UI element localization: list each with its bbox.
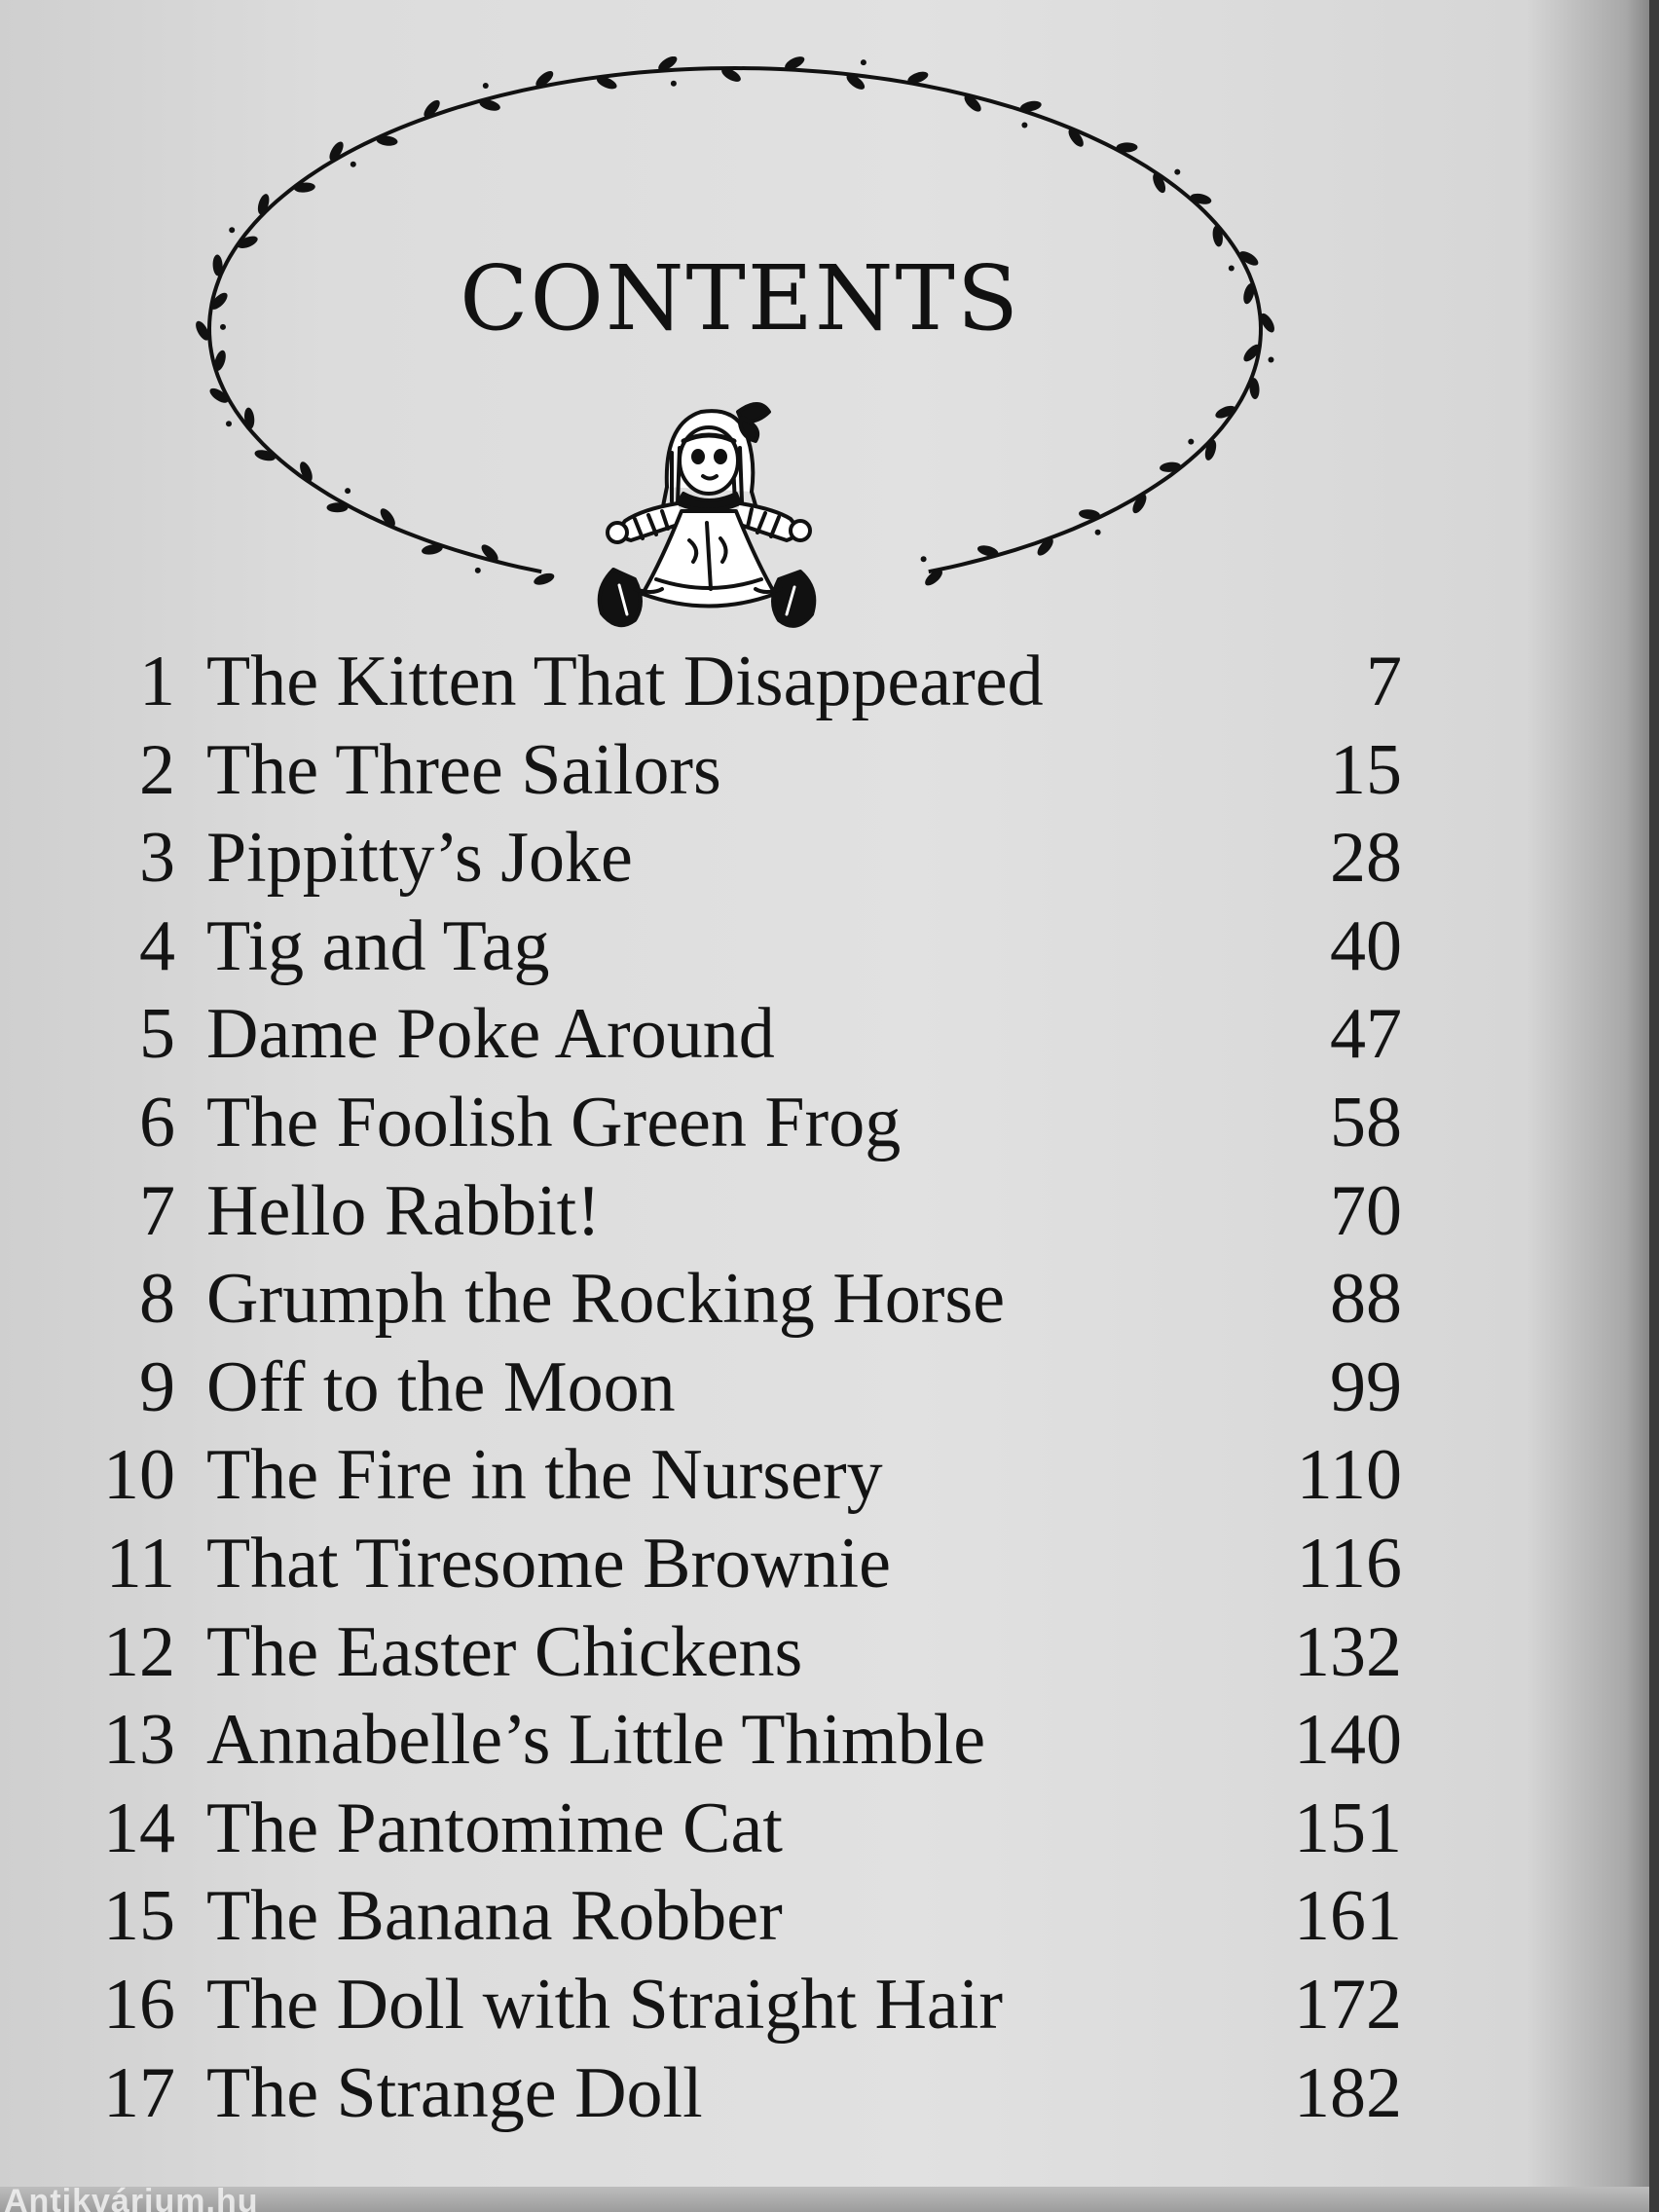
- entry-page-number: 110: [1296, 1435, 1402, 1516]
- entry-number: 10: [103, 1435, 175, 1516]
- page-bottom-edge: [0, 2187, 1659, 2212]
- entry-number: 12: [103, 1611, 175, 1692]
- entry-title: The Kitten That Disappeared: [206, 642, 1044, 721]
- entry-number: 16: [103, 1965, 175, 2045]
- entry-page-number: 182: [1294, 2052, 1402, 2133]
- entry-page-number: 116: [1296, 1524, 1402, 1604]
- entry-number: 2: [139, 729, 175, 810]
- entry-number: 17: [103, 2052, 175, 2133]
- entry-title: Tig and Tag: [206, 905, 550, 986]
- entry-number: 7: [139, 1170, 175, 1251]
- contents-entry: [0, 1436, 1402, 1514]
- contents-entry: [0, 1084, 1402, 1161]
- entry-page-number: 40: [1330, 905, 1402, 986]
- contents-entry: [0, 731, 1402, 809]
- entry-page-number: 58: [1330, 1083, 1402, 1162]
- entry-page-number: 15: [1330, 729, 1402, 810]
- entry-page-number: 151: [1294, 1788, 1402, 1868]
- entry-page-number: 28: [1330, 818, 1402, 899]
- contents-entry: [0, 1525, 1402, 1603]
- entry-number: 14: [103, 1788, 175, 1868]
- contents-entry: [0, 1613, 1402, 1691]
- entry-number: 8: [139, 1259, 175, 1340]
- contents-heading: CONTENTS: [460, 246, 1020, 350]
- contents-entry: [0, 907, 1402, 985]
- contents-entry: [0, 1789, 1402, 1867]
- entry-page-number: 47: [1330, 994, 1402, 1075]
- entry-number: 9: [139, 1346, 175, 1427]
- entry-number: 6: [139, 1083, 175, 1162]
- contents-entry: [0, 1260, 1402, 1338]
- entry-number: 1: [139, 642, 175, 721]
- contents-entry: [0, 995, 1402, 1073]
- entry-number: 15: [103, 1876, 175, 1957]
- entry-title: The Banana Robber: [206, 1876, 783, 1957]
- entry-page-number: 7: [1366, 642, 1402, 721]
- entry-title: The Three Sailors: [206, 729, 721, 810]
- entry-title: Hello Rabbit!: [206, 1170, 601, 1251]
- contents-entry: [0, 1701, 1402, 1779]
- entry-title: That Tiresome Brownie: [206, 1524, 891, 1604]
- entry-title: The Easter Chickens: [206, 1611, 803, 1692]
- contents-entry: [0, 819, 1402, 897]
- entry-title: Off to the Moon: [206, 1346, 676, 1427]
- contents-entry: [0, 1348, 1402, 1426]
- entry-title: The Doll with Straight Hair: [206, 1965, 1003, 2045]
- entry-page-number: 172: [1294, 1965, 1402, 2045]
- entry-title: The Pantomime Cat: [206, 1788, 783, 1868]
- entry-title: The Strange Doll: [206, 2052, 703, 2133]
- entry-page-number: 70: [1330, 1170, 1402, 1251]
- contents-entry: [0, 1966, 1402, 2044]
- page-right-edge: [1649, 0, 1659, 2212]
- entry-title: The Fire in the Nursery: [206, 1435, 883, 1516]
- entry-page-number: 132: [1294, 1611, 1402, 1692]
- watermark-text: Antikvárium.hu: [4, 2187, 259, 2212]
- entry-page-number: 140: [1294, 1700, 1402, 1781]
- entry-number: 5: [139, 994, 175, 1075]
- contents-entry: [0, 2054, 1402, 2132]
- entry-title: Grumph the Rocking Horse: [206, 1259, 1006, 1340]
- contents-entry: [0, 1877, 1402, 1955]
- entry-number: 13: [103, 1700, 175, 1781]
- entry-page-number: 161: [1294, 1876, 1402, 1957]
- contents-entry: [0, 1172, 1402, 1250]
- entry-title: Pippitty’s Joke: [206, 818, 633, 899]
- entry-title: Annabelle’s Little Thimble: [206, 1700, 986, 1781]
- entry-number: 11: [105, 1524, 175, 1604]
- contents-entry: [0, 643, 1402, 720]
- entry-number: 4: [139, 905, 175, 986]
- entry-title: The Foolish Green Frog: [206, 1083, 902, 1162]
- entry-number: 3: [139, 818, 175, 899]
- entry-title: Dame Poke Around: [206, 994, 775, 1075]
- entry-page-number: 99: [1330, 1346, 1402, 1427]
- entry-page-number: 88: [1330, 1259, 1402, 1340]
